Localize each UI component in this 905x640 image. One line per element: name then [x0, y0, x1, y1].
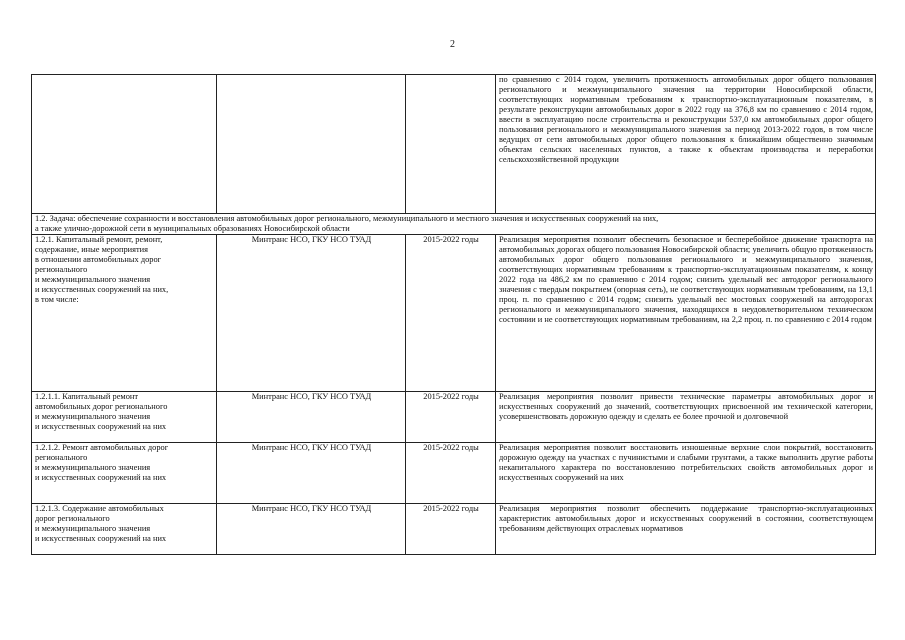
- result-cell: Реализация мероприятия позволит обеспечить поддержание транспортно-эксплуатационных характеристик автомобильных дорог и искусственных сооружений в состоянии, соответствующем требованиям действующих отраслевых нормативов: [496, 504, 876, 555]
- table-row: [32, 443, 876, 504]
- result-cell: Реализация мероприятия позволит привести технические параметры автомобильных дорог и искусственных сооружений до значений, соответствующих присвоенной им технической категории, усовершенствовать дорожную одежду и сделать ее более прочной и долговечной: [496, 392, 876, 443]
- cell-empty: [32, 75, 217, 214]
- page-number: 2: [450, 39, 455, 50]
- period-cell: 2015-2022 годы: [406, 235, 496, 392]
- executor-cell: Минтранс НСО, ГКУ НСО ТУАД: [217, 504, 406, 555]
- period-cell: 2015-2022 годы: [406, 443, 496, 504]
- table-row: [32, 392, 876, 443]
- program-table: [31, 74, 876, 555]
- table-row: [32, 235, 876, 392]
- cell-empty: [406, 75, 496, 214]
- table-row: [32, 504, 876, 555]
- period-cell: 2015-2022 годы: [406, 504, 496, 555]
- measure-name: 1.2.1.1. Капитальный ремонт автомобильных дорог регионального и межмуниципального значения и искусственных сооружений на них: [32, 392, 217, 443]
- executor-cell: Минтранс НСО, ГКУ НСО ТУАД: [217, 392, 406, 443]
- measure-name: 1.2.1.2. Ремонт автомобильных дорог регионального и межмуниципального значения и искусственных сооружений на них: [32, 443, 217, 504]
- result-cell: Реализация мероприятия позволит обеспечить безопасное и бесперебойное движение транспорта на автомобильных дорогах общего пользования Новосибирской области; увеличить общую протяженность автомобильных дорог общего пользования регионального и межмуниципального значения, соответствующих нормативным требованиям к транспортно-эксплуатационным показателям, к концу 2022 года на 486,2 км по сравнению с 2014 годом; снизить удельный вес автодорог регионального значения с твердым покрытием (опорная сеть), не соответствующих нормативным требованиям, на 13,1 проц. п. по сравнению с 2014 годом; снизить удельный вес мостовых сооружений на автодорогах регионального и межмуниципального значения, находящихся в неудовлетворительном техническом состоянии и не соответствующих нормативным требованиям, на 2,2 проц. п. по сравнению с 2014 годом: [496, 235, 876, 392]
- measure-name: 1.2.1.3. Содержание автомобильных дорог регионального и межмуниципального значения и искусственных сооружений на них: [32, 504, 217, 555]
- executor-cell: Минтранс НСО, ГКУ НСО ТУАД: [217, 443, 406, 504]
- executor-cell: Минтранс НСО, ГКУ НСО ТУАД: [217, 235, 406, 392]
- continuation-row: [32, 75, 876, 214]
- measure-name: 1.2.1. Капитальный ремонт, ремонт, содержание, иные мероприятия в отношении автомобильных дорог регионального и межмуниципального значения и искусственных сооружений на них, в том числе:: [32, 235, 217, 392]
- result-cell: Реализация мероприятия позволит восстановить изношенные верхние слои покрытий, восстановить дорожную одежду на участках с пучинистыми и слабыми грунтами, а также выполнить другие работы некапитального характера по восстановлению потребительских свойств автомобильных дорог и искусственных сооружений на них: [496, 443, 876, 504]
- cell-empty: [217, 75, 406, 214]
- result-cell: по сравнению с 2014 годом, увеличить протяженность автомобильных дорог общего пользования регионального и межмуниципального значения на территории Новосибирской области, соответствующих нормативным требованиям к транспортно-эксплуатационным показателям, в результате реконструкции автомобильных дорог в 2022 году на 376,8 км по сравнению с 2014 годом, ввести в эксплуатацию после строительства и реконструкции 537,0 км автомобильных дорог общего пользования регионального и межмуниципального значения за период 2013-2022 годов, в том числе ведущих от сети автомобильных дорог общего пользования к ближайшим общественно значимым объектам сельских населенных пунктов, а также к объектам производства и переработки сельскохозяйственной продукции: [496, 75, 876, 214]
- period-cell: 2015-2022 годы: [406, 392, 496, 443]
- task-row: [32, 214, 876, 235]
- task-heading: 1.2. Задача: обеспечение сохранности и восстановления автомобильных дорог регионального, межмуниципального и местного значения и искусственных сооружений на них, а также улично-дорожной сети в муниципальных образованиях Новосибирской области: [32, 214, 876, 235]
